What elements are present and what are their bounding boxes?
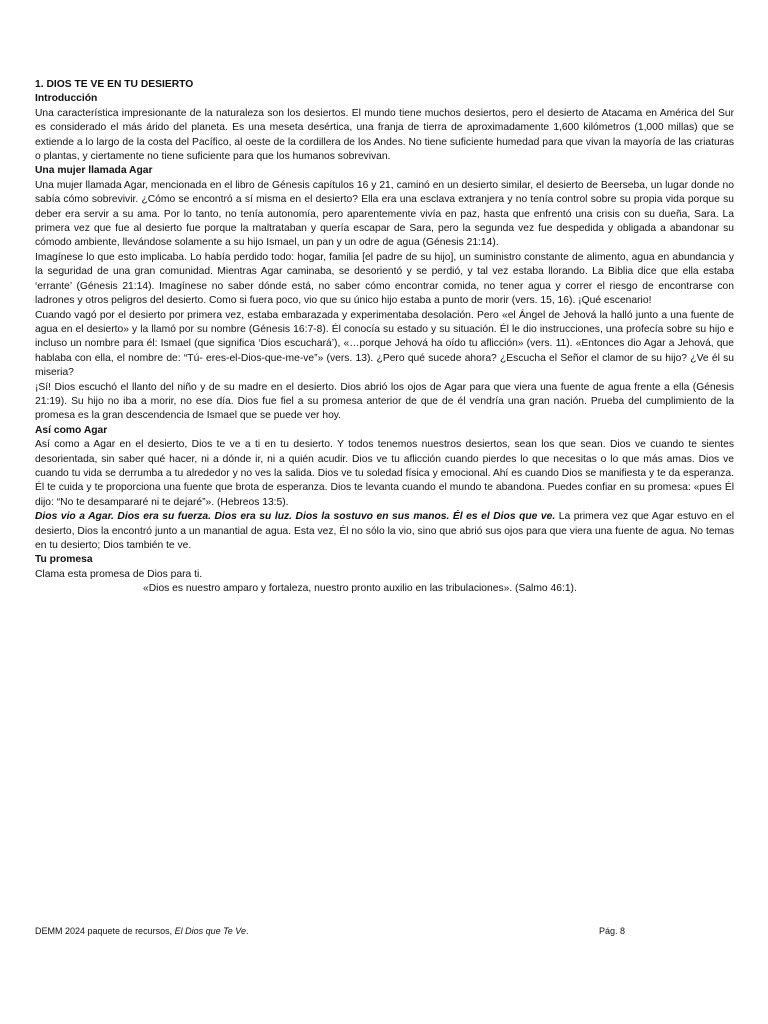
footer-title: El Dios que Te Ve (174, 926, 246, 936)
scripture-quote: «Dios es nuestro amparo y fortaleza, nuestro pronto auxilio en las tribulaciones». (Salmo 46:1). (143, 583, 577, 595)
footer-source (35, 926, 248, 936)
paragraph-agar-1: Una mujer llamada Agar, mencionada en el libro de Génesis capítulos 16 y 21, caminó en un desierto similar, el desierto de Beerseba, un lugar donde no sabía cómo sobrevivir. ¿Cómo se encontró a sí misma en el desierto? Ella era una esclava extranjera y no tenía control sobre su propia vida porque su deber era servir a su ama. Por lo tanto, no tenía autonomía, pero aparentemente vivía en paz, hasta que enfrentó una crisis con su dueña, Sara. La primera vez que fue al desierto fue porque la maltrataban y quería escapar de Sara, pero la segunda vez fue despedida y obligada a abandonar su cómodo ambiente, llevándose solamente a su hijo Ismael, un pan y un odre de agua (Génesis 21:14). (35, 179, 734, 249)
page-number: Pág. 8 (598, 926, 625, 936)
paragraph-asi-2 (35, 510, 734, 553)
document-body (35, 78, 734, 597)
paragraph-agar-2: Imagínese lo que esto implicaba. Lo había perdido todo: hogar, familia [el padre de su hijo], un suministro constante de alimento, agua en abundancia y la seguridad de una gran comunidad. Mientras Agar caminaba, se desorientó y se perdió, y tal vez estaba llorando. La Biblia dice que ella estaba ‘errante’ (Génesis 21:14). Imagínese no saber dónde está, no saber cómo encontrar comida, no tener agua y correr el riesgo de encontrarse con ladrones y otros peligros del desierto. Como si fuera poco, vio que su único hijo estaba a punto de morir (vers. 15, 16). ¡Qué escenario! (35, 251, 734, 307)
paragraph-intro: Una característica impresionante de la naturaleza son los desiertos. El mundo tiene muchos desiertos, pero el desierto de Atacama en América del Sur es considerado el más árido del planeta. Es una meseta desértica, una franja de tierra de aproximadamente 1,600 kilómetros (1,000 millas) que se extiende a lo largo de la costa del Pacífico, al oeste de la cordillera de los Andes. No tiene suficiente humedad para que vivan la mayoría de las criaturas o plantas, y ciertamente no tiene suficiente para que los humanos sobrevivan. (35, 107, 734, 163)
heading-tu-promesa: Tu promesa (35, 554, 93, 566)
paragraph-promesa: Clama esta promesa de Dios para ti. (35, 568, 203, 580)
heading-mujer-agar: Una mujer llamada Agar (35, 165, 153, 177)
heading-asi-como-agar: Así como Agar (35, 424, 108, 436)
page-title: 1. DIOS TE VE EN TU DESIERTO (35, 79, 194, 90)
emphasis-text: Dios vio a Agar. Dios era su fuerza. Dios era su luz. Dios la sostuvo en sus manos. Él es el Dios que ve. (35, 511, 556, 523)
paragraph-asi-1: Así como a Agar en el desierto, Dios te ve a ti en tu desierto. Y todos tenemos nuestros desiertos, sean los que sean. Dios ve cuando te sientes desorientada, sin saber qué hacer, ni a dónde ir, ni a quién acudir. Dios ve tu aflicción cuando pierdes lo que necesitas o lo que más amas. Dios ve cuando tu vida se derrumba a tu alrededor y no ves la salida. Dios ve tu soledad física y emocional. Ahí es cuando Dios se manifiesta y te da esperanza. Él te cuida y te proporciona una fuente que brota de esperanza. Dios te levanta cuando el mundo te abandona. Puedes confiar en su promesa: «pues Él dijo: “No te desampararé ni te dejaré”». (Hebreos 13:5). (35, 439, 734, 508)
heading-introduccion: Introducción (35, 93, 98, 105)
paragraph-agar-4: ¡Sí! Dios escuchó el llanto del niño y de su madre en el desierto. Dios abrió los ojos de Agar para que viera una fuente de agua frente a ella (Génesis 21:19). Su hijo no iba a morir, no ese día. Dios fue fiel a su promesa anterior de que de él vendría una gran nación. Prueba del cumplimiento de la promesa es la gran descendencia de Ismael que se puede ver hoy. (35, 381, 734, 422)
footer-prefix: DEMM 2024 paquete de recursos, (35, 926, 175, 936)
paragraph-asi-2-text: La primera vez que Agar estuvo en el desierto, Dios la encontró junto a un manantial de agua. Esta vez, Él no sólo la vio, sino que abrió sus ojos para que viera una fuente de agua. No temas en tu desierto; Dios también te ve. (35, 511, 734, 551)
paragraph-agar-3: Cuando vagó por el desierto por primera vez, estaba embarazada y experimentaba desolación. Pero «el Ángel de Jehová la halló junto a una fuente de agua en el desierto» y la llamó por su nombre (Génesis 16:7-8). Él conocía su estado y su situación. Él le dio instrucciones, una profecía sobre su hijo e incluso un nombre para él: Ismael (que significa ‘Dios escuchará’), «…porque Jehová ha oído tu aflicción» (vers. 11). «Entonces dio Agar a Jehová, que hablaba con ella, el nombre de: “Tú- eres-el-Dios-que-me-ve”» (vers. 13). ¿Pero qué sucede ahora? ¿Escucha el Señor el clamor de su hijo? ¿Ve él su miseria? (35, 309, 734, 379)
footer-suffix: . (245, 926, 249, 936)
